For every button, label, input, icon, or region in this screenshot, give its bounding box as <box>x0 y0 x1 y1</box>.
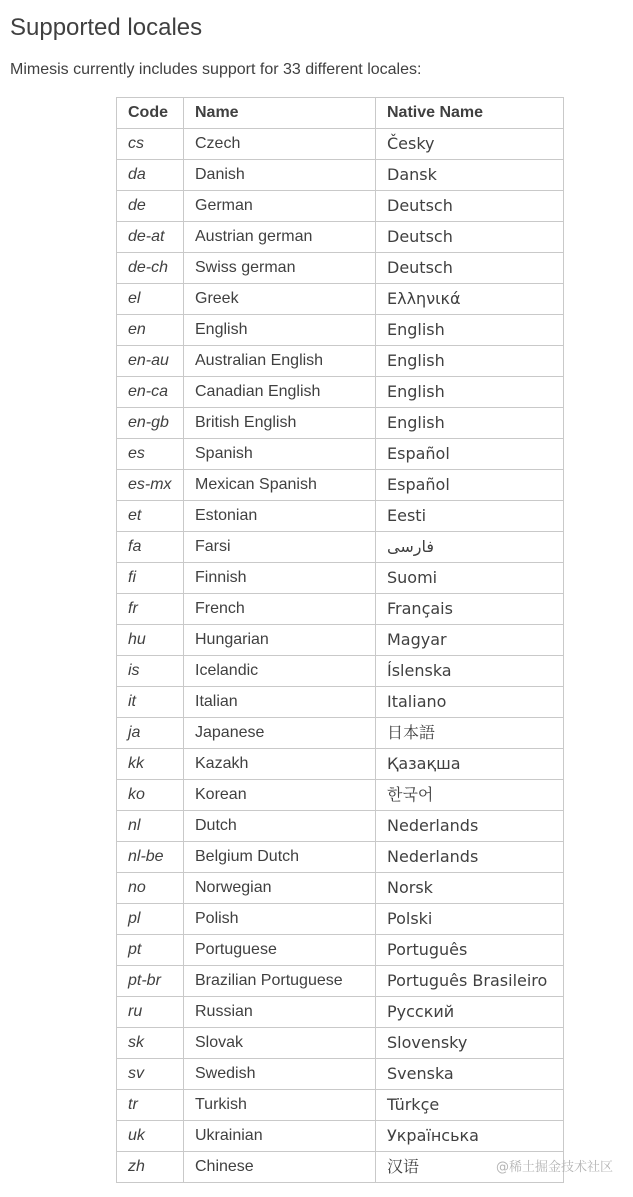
table-row <box>117 749 564 780</box>
table-row <box>117 563 564 594</box>
locale-name: Chinese <box>184 1152 376 1183</box>
table-header <box>117 98 564 129</box>
locale-native-name: 한국어 <box>376 780 564 811</box>
table-row <box>117 501 564 532</box>
locale-code: cs <box>117 129 184 160</box>
locale-code: sk <box>117 1028 184 1059</box>
locale-code: uk <box>117 1121 184 1152</box>
intro-text: Mimesis currently includes support for 33 different locales: <box>10 61 422 78</box>
header-row <box>117 98 564 129</box>
table-row <box>117 1028 564 1059</box>
locale-native-name: Suomi <box>376 563 564 594</box>
locale-code: es-mx <box>117 470 184 501</box>
locale-code: de <box>117 191 184 222</box>
locale-code: el <box>117 284 184 315</box>
table-row <box>117 625 564 656</box>
locale-name: Finnish <box>184 563 376 594</box>
locale-native-name: Italiano <box>376 687 564 718</box>
locale-code: sv <box>117 1059 184 1090</box>
table-row <box>117 687 564 718</box>
locale-name: German <box>184 191 376 222</box>
header-code: Code <box>117 98 184 129</box>
locale-name: Kazakh <box>184 749 376 780</box>
locale-name: Ukrainian <box>184 1121 376 1152</box>
locale-name: Spanish <box>184 439 376 470</box>
table-row <box>117 656 564 687</box>
locale-name: Swiss german <box>184 253 376 284</box>
locale-native-name: Español <box>376 470 564 501</box>
locale-native-name: Nederlands <box>376 811 564 842</box>
locale-code: ru <box>117 997 184 1028</box>
locale-native-name: Ελληνικά <box>376 284 564 315</box>
locale-name: Mexican Spanish <box>184 470 376 501</box>
locale-code: pt-br <box>117 966 184 997</box>
header-name: Name <box>184 98 376 129</box>
locale-native-name: 汉语 <box>376 1152 564 1183</box>
table-row <box>117 129 564 160</box>
locale-native-name: Русский <box>376 997 564 1028</box>
locale-code: hu <box>117 625 184 656</box>
locale-code: en-ca <box>117 377 184 408</box>
locale-native-name: Nederlands <box>376 842 564 873</box>
locale-code: kk <box>117 749 184 780</box>
locale-code: ko <box>117 780 184 811</box>
locale-name: Brazilian Portuguese <box>184 966 376 997</box>
locale-native-name: 日本語 <box>376 718 564 749</box>
table-row <box>117 377 564 408</box>
locale-name: Hungarian <box>184 625 376 656</box>
locale-native-name: Português <box>376 935 564 966</box>
locale-code: fr <box>117 594 184 625</box>
locale-native-name: English <box>376 377 564 408</box>
locale-native-name: Íslenska <box>376 656 564 687</box>
locale-native-name: Deutsch <box>376 253 564 284</box>
locale-code: it <box>117 687 184 718</box>
locale-name: Russian <box>184 997 376 1028</box>
locale-name: Swedish <box>184 1059 376 1090</box>
locale-name: Dutch <box>184 811 376 842</box>
locale-code: ja <box>117 718 184 749</box>
locale-name: Italian <box>184 687 376 718</box>
locale-name: English <box>184 315 376 346</box>
locale-code: nl <box>117 811 184 842</box>
locale-native-name: Svenska <box>376 1059 564 1090</box>
locale-name: Austrian german <box>184 222 376 253</box>
locale-name: Japanese <box>184 718 376 749</box>
table-row <box>117 439 564 470</box>
locale-name: Icelandic <box>184 656 376 687</box>
table-row <box>117 935 564 966</box>
table-row <box>117 532 564 563</box>
locale-native-name: Deutsch <box>376 222 564 253</box>
locale-code: fa <box>117 532 184 563</box>
locale-native-name: Español <box>376 439 564 470</box>
table-row <box>117 966 564 997</box>
table-row <box>117 284 564 315</box>
locale-code: da <box>117 160 184 191</box>
locale-name: Canadian English <box>184 377 376 408</box>
locale-native-name: Türkçe <box>376 1090 564 1121</box>
table-row <box>117 780 564 811</box>
locale-code: et <box>117 501 184 532</box>
locale-native-name: Slovensky <box>376 1028 564 1059</box>
locale-name: Danish <box>184 160 376 191</box>
locale-name: Farsi <box>184 532 376 563</box>
table-row <box>117 718 564 749</box>
locale-native-name: Norsk <box>376 873 564 904</box>
locale-name: Greek <box>184 284 376 315</box>
locale-code: de-ch <box>117 253 184 284</box>
locale-name: Turkish <box>184 1090 376 1121</box>
locale-name: French <box>184 594 376 625</box>
locale-code: tr <box>117 1090 184 1121</box>
locale-code: pt <box>117 935 184 966</box>
locale-name: British English <box>184 408 376 439</box>
table-row <box>117 1090 564 1121</box>
header-native-name: Native Name <box>376 98 564 129</box>
locale-name: Portuguese <box>184 935 376 966</box>
table-row <box>117 253 564 284</box>
locale-name: Slovak <box>184 1028 376 1059</box>
locale-native-name: English <box>376 346 564 377</box>
locale-native-name: Dansk <box>376 160 564 191</box>
table-body <box>117 129 564 1183</box>
locale-code: en <box>117 315 184 346</box>
table-row <box>117 904 564 935</box>
table-row <box>117 842 564 873</box>
locale-name: Belgium Dutch <box>184 842 376 873</box>
locale-name: Estonian <box>184 501 376 532</box>
table-row <box>117 315 564 346</box>
table-row <box>117 470 564 501</box>
locales-table <box>116 97 564 1183</box>
table-row <box>117 408 564 439</box>
locale-code: en-au <box>117 346 184 377</box>
table-row <box>117 997 564 1028</box>
locale-code: de-at <box>117 222 184 253</box>
table-row <box>117 594 564 625</box>
table-row <box>117 222 564 253</box>
locale-native-name: Українська <box>376 1121 564 1152</box>
table-row <box>117 811 564 842</box>
locale-code: no <box>117 873 184 904</box>
locale-native-name: Português Brasileiro <box>376 966 564 997</box>
locale-code: es <box>117 439 184 470</box>
table-row <box>117 346 564 377</box>
table-row <box>117 1059 564 1090</box>
locale-native-name: English <box>376 408 564 439</box>
locale-name: Korean <box>184 780 376 811</box>
locale-name: Czech <box>184 129 376 160</box>
table-row <box>117 1121 564 1152</box>
locale-native-name: English <box>376 315 564 346</box>
locale-native-name: Magyar <box>376 625 564 656</box>
locale-code: zh <box>117 1152 184 1183</box>
locale-native-name: Français <box>376 594 564 625</box>
locale-native-name: فارسی <box>376 532 564 563</box>
locale-native-name: Deutsch <box>376 191 564 222</box>
page-title: Supported locales <box>10 14 203 41</box>
locale-name: Norwegian <box>184 873 376 904</box>
locale-name: Australian English <box>184 346 376 377</box>
table-row <box>117 160 564 191</box>
locale-native-name: Қазақша <box>376 749 564 780</box>
locale-code: en-gb <box>117 408 184 439</box>
locale-native-name: Česky <box>376 129 564 160</box>
locale-code: pl <box>117 904 184 935</box>
locale-code: is <box>117 656 184 687</box>
locale-name: Polish <box>184 904 376 935</box>
locale-native-name: Eesti <box>376 501 564 532</box>
watermark: @稀土掘金技术社区 <box>495 1160 613 1175</box>
table-row <box>117 873 564 904</box>
table-row <box>117 191 564 222</box>
locale-code: nl-be <box>117 842 184 873</box>
locale-native-name: Polski <box>376 904 564 935</box>
locale-code: fi <box>117 563 184 594</box>
